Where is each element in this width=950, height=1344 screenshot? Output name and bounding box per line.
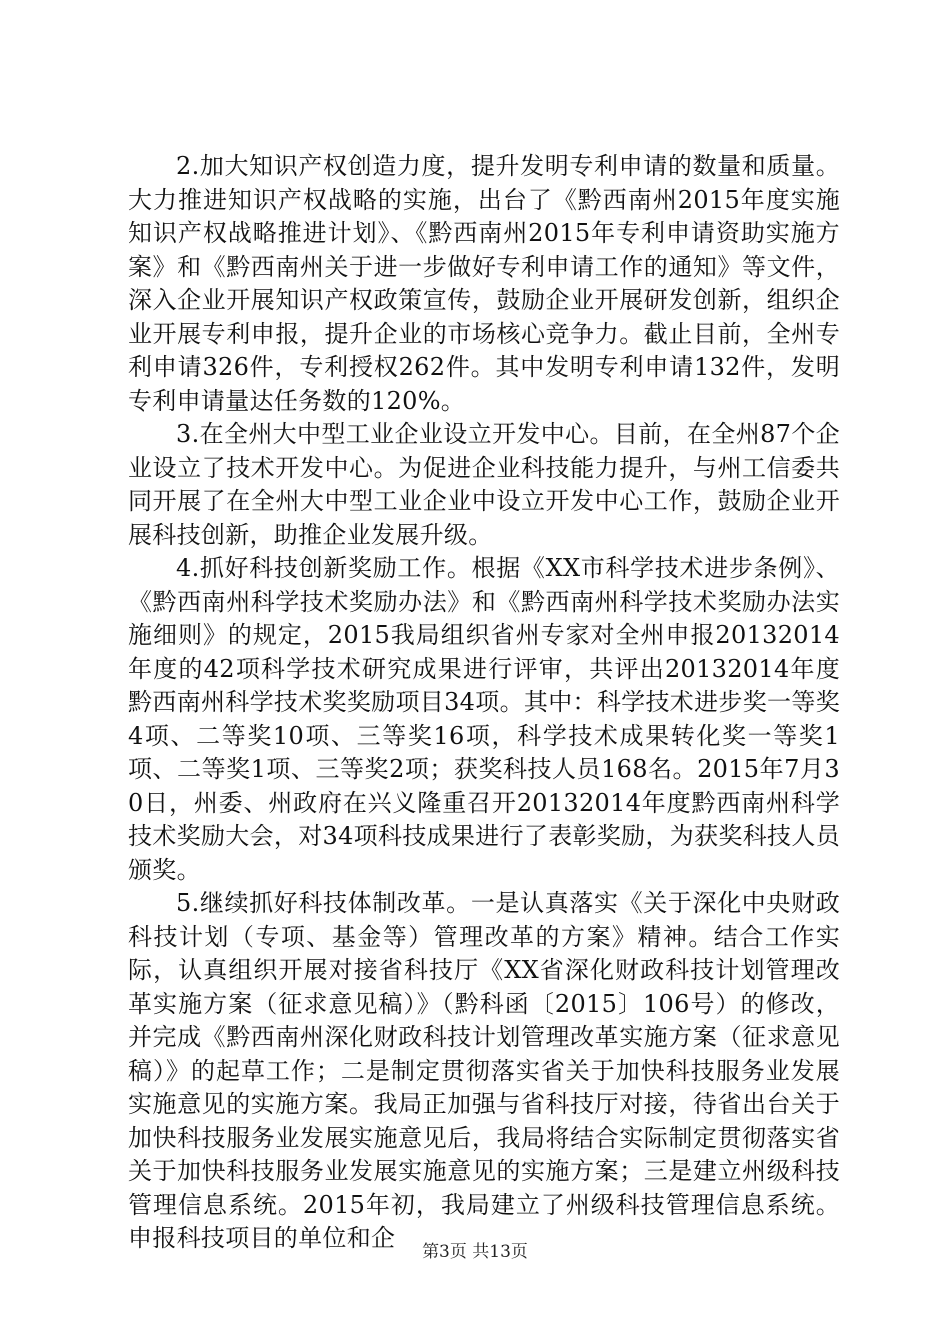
document-body — [128, 150, 840, 1256]
paragraph-ip-creation: 2.加大知识产权创造力度，提升发明专利申请的数量和质量。大力推进知识产权战略的实施，出台了《黔西南州2015年度实施知识产权战略推进计划》、《黔西南州2015年专利申请资助实施方案》和《黔西南州关于进一步做好专利申请工作的通知》等文件，深入企业开展知识产权政策宣传，鼓励企业开展研发创新，组织企业开展专利申报，提升企业的市场核心竞争力。截止目前，全州专利申请326件，专利授权262件。其中发明专利申请132件，发明专利申请量达任务数的120%。 — [128, 152, 840, 415]
paragraph-sci-awards: 4.抓好科技创新奖励工作。根据《XX市科学技术进步条例》、《黔西南州科学技术奖励办法》和《黔西南州科学技术奖励办法实施细则》的规定，2015我局组织省州专家对全州申报20132014年度的42项科学技术研究成果进行评审，共评出20132014年度黔西南州科学技术奖奖励项目34项。其中：科学技术进步奖一等奖4项、二等奖10项、三等奖16项，科学技术成果转化奖一等奖1项、二等奖1项、三等奖2项；获奖科技人员168名。2015年7月30日，州委、州政府在兴义隆重召开20132014年度黔西南州科学技术奖励大会，对34项科技成果进行了表彰奖励，为获奖科技人员颁奖。 — [128, 554, 840, 884]
paragraph-sci-reform: 5.继续抓好科技体制改革。一是认真落实《关于深化中央财政科技计划（专项、基金等）管理改革的方案》精神。结合工作实际，认真组织开展对接省科技厅《XX省深化财政科技计划管理改革实施方案（征求意见稿）》（黔科函〔2015〕106号）的修改，并完成《黔西南州深化财政科技计划管理改革实施方案（征求意见稿）》的起草工作；二是制定贯彻落实省关于加快科技服务业发展实施意见的实施方案。我局正加强与省科技厅对接，待省出台关于加快科技服务业发展实施意见后，我局将结合实际制定贯彻落实省关于加快科技服务业发展实施意见的实施方案；三是建立州级科技管理信息系统。2015年初，我局建立了州级科技管理信息系统。申报科技项目的单位和企 — [128, 889, 840, 1252]
paragraph-dev-centers: 3.在全州大中型工业企业设立开发中心。目前，在全州87个企业设立了技术开发中心。为促进企业科技能力提升，与州工信委共同开展了在全州大中型工业企业中设立开发中心工作，鼓励企业开展科技创新，助推企业发展升级。 — [128, 420, 840, 549]
page-number-footer: 第3页 共13页 — [422, 1242, 528, 1262]
